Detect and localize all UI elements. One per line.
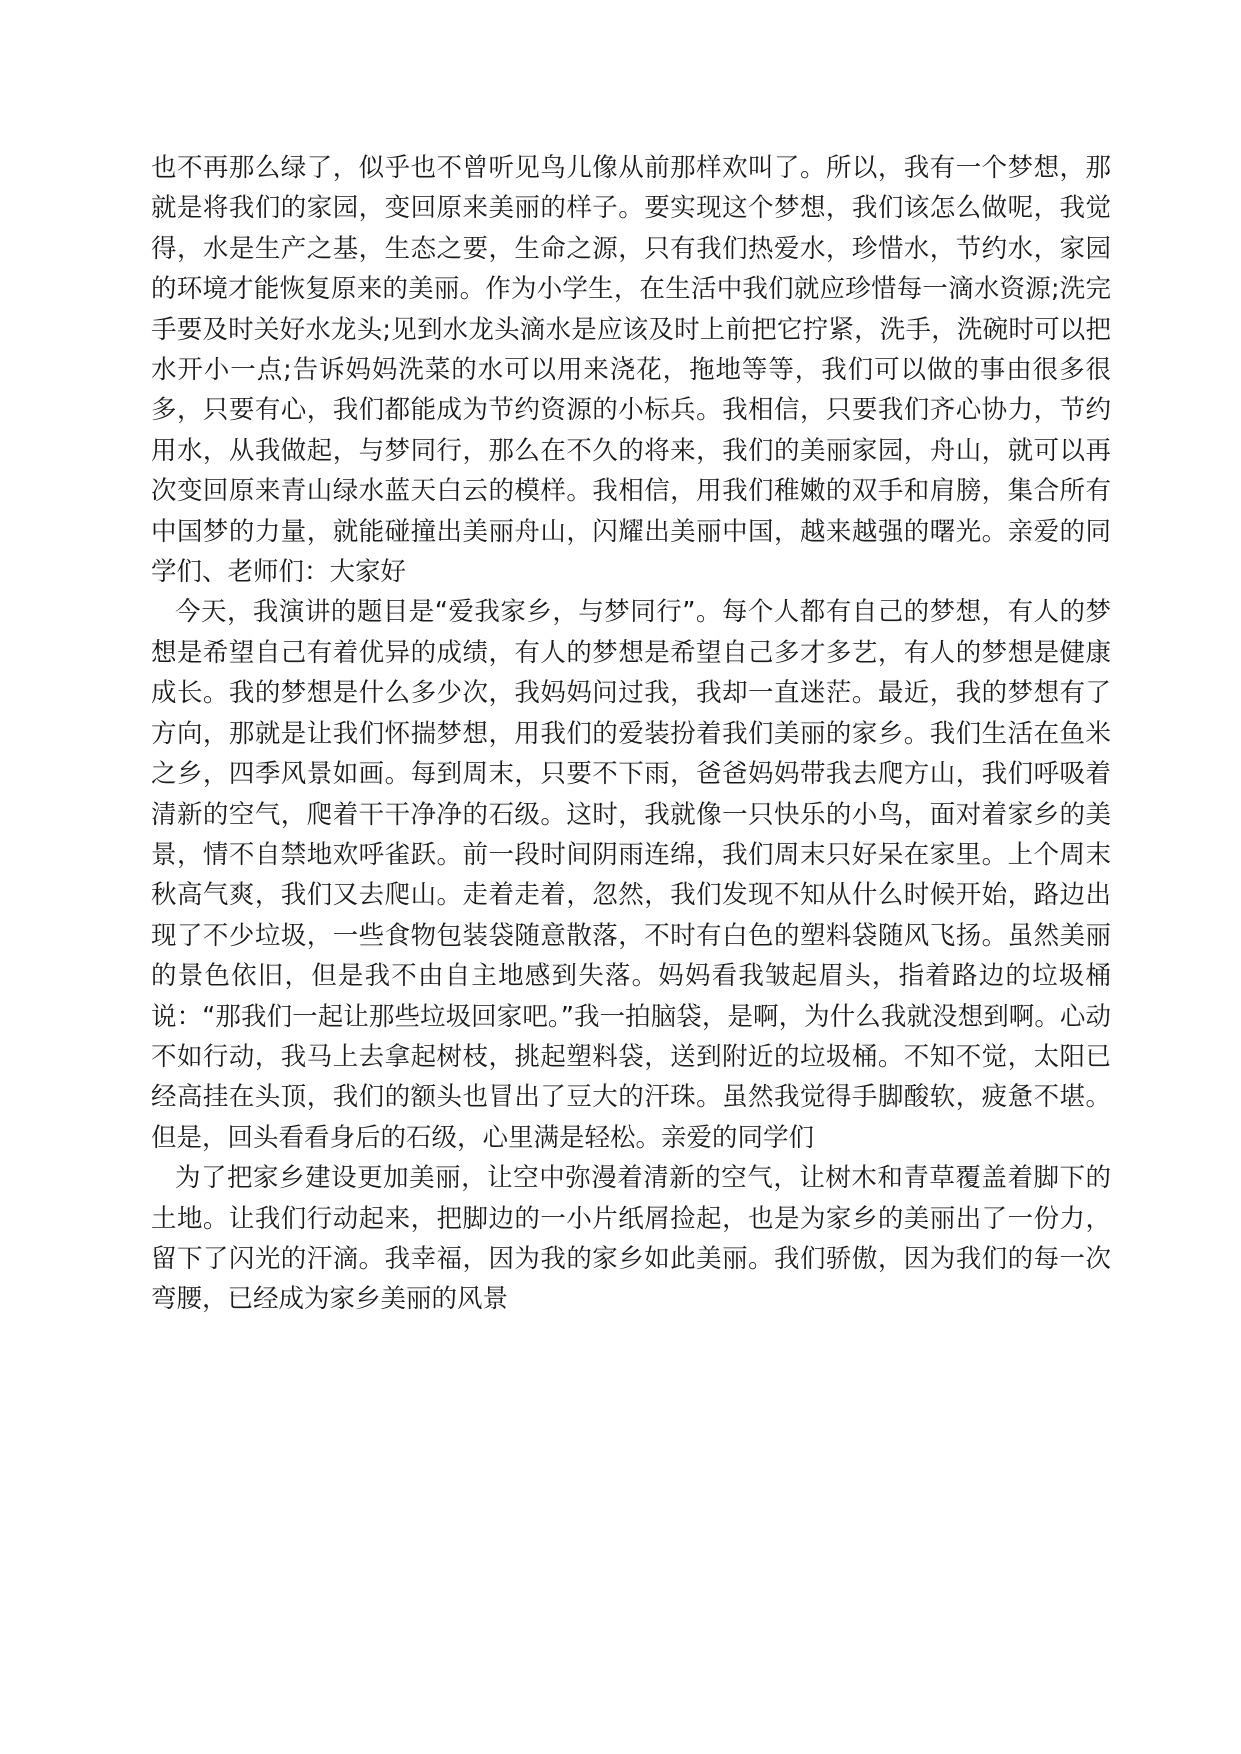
body-text (151, 148, 1111, 1320)
paragraph-2: 今天，我演讲的题目是“爱我家乡，与梦同行”。每个人都有自己的梦想，有人的梦想是希望自己有着优异的成绩，有人的梦想是希望自己多才多艺，有人的梦想是健康成长。我的梦想是什么多少次，我妈妈问过我，我却一直迷茫。最近，我的梦想有了方向，那就是让我们怀揣梦想，用我们的爱装扮着我们美丽的家乡。我们生活在鱼米之乡，四季风景如画。每到周末，只要不下雨，爸爸妈妈带我去爬方山，我们呼吸着清新的空气，爬着干干净净的石级。这时，我就像一只快乐的小鸟，面对着家乡的美景，情不自禁地欢呼雀跃。前一段时间阴雨连绵，我们周末只好呆在家里。上个周末秋高气爽，我们又去爬山。走着走着，忽然，我们发现不知从什么时候开始，路边出现了不少垃圾，一些食物包装袋随意散落，不时有白色的塑料袋随风飞扬。虽然美丽的景色依旧，但是我不由自主地感到失落。妈妈看我皱起眉头，指着路边的垃圾桶说：“那我们一起让那些垃圾回家吧。”我一拍脑袋，是啊，为什么我就没想到啊。心动不如行动，我马上去拿起树枝，挑起塑料袋，送到附近的垃圾桶。不知不觉，太阳已经高挂在头顶，我们的额头也冒出了豆大的汗珠。虽然我觉得手脚酸软，疲惫不堪。但是，回头看看身后的石级，心里满是轻松。亲爱的同学们 (151, 597, 1111, 1153)
paragraph-1: 也不再那么绿了，似乎也不曾听见鸟儿像从前那样欢叫了。所以，我有一个梦想，那就是将我们的家园，变回原来美丽的样子。要实现这个梦想，我们该怎么做呢，我觉得，水是生产之基，生态之要，生命之源，只有我们热爱水，珍惜水，节约水，家园的环境才能恢复原来的美丽。作为小学生，在生活中我们就应珍惜每一滴水资源;洗完手要及时关好水龙头;见到水龙头滴水是应该及时上前把它拧紧，洗手，洗碗时可以把水开小一点;告诉妈妈洗菜的水可以用来浇花，拖地等等，我们可以做的事由很多很多，只要有心，我们都能成为节约资源的小标兵。我相信，只要我们齐心协力，节约用水，从我做起，与梦同行，那么在不久的将来，我们的美丽家园，舟山，就可以再次变回原来青山绿水蓝天白云的模样。我相信，用我们稚嫩的双手和肩膀，集合所有中国梦的力量，就能碰撞出美丽舟山，闪耀出美丽中国，越来越强的曙光。亲爱的同学们、老师们：大家好 (151, 153, 1111, 588)
paragraph-3: 为了把家乡建设更加美丽，让空中弥漫着清新的空气，让树木和青草覆盖着脚下的土地。让我们行动起来，把脚边的一小片纸屑捡起，也是为家乡的美丽出了一份力，留下了闪光的汗滴。我幸福，因为我的家乡如此美丽。我们骄傲，因为我们的每一次弯腰，已经成为家乡美丽的风景 (151, 1163, 1111, 1315)
